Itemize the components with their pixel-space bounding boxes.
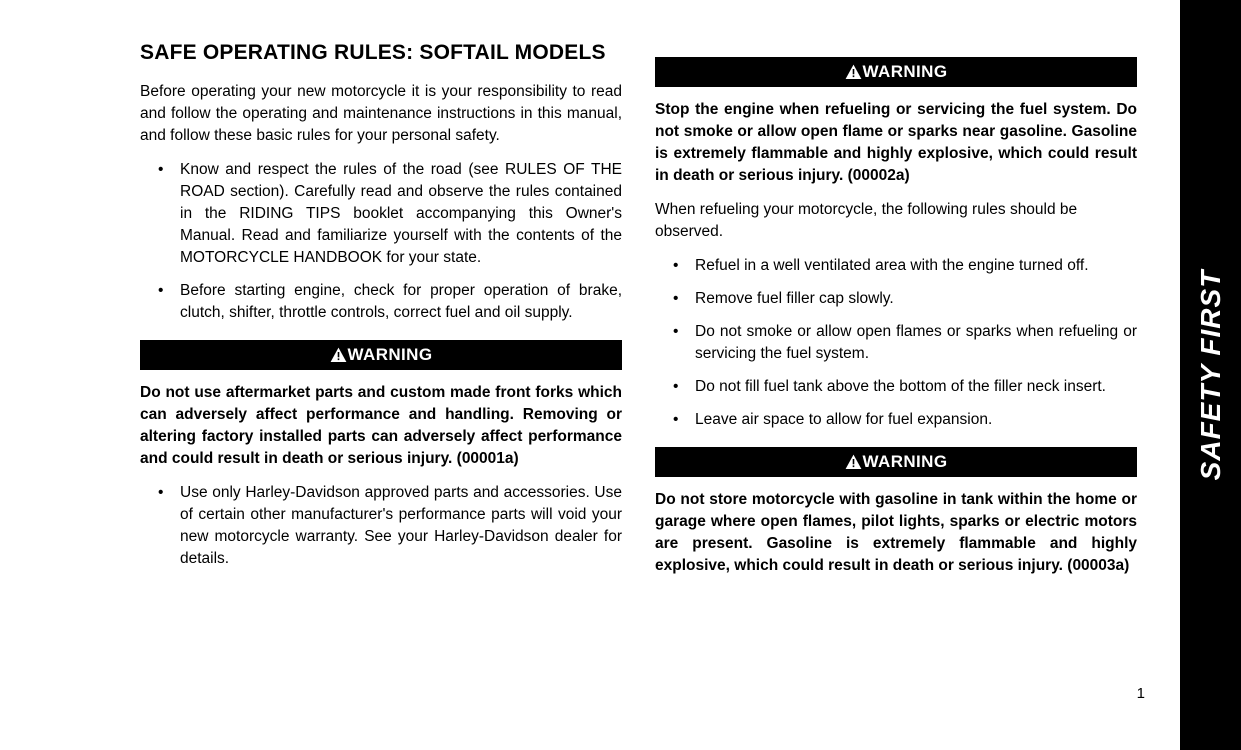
warning-triangle-icon [845,454,862,470]
list-item-text: Before starting engine, check for proper operation of brake, clutch, shifter, throttle controls, correct fuel and oil supply. [180,281,622,321]
bullet-icon: • [673,411,679,428]
list-item-text: Do not smoke or allow open flames or sparks when refueling or servicing the fuel system. [695,323,1137,362]
refueling-rules-list [655,255,1137,431]
bullet-icon: • [673,290,679,307]
warning-label: WARNING [862,452,948,471]
refueling-intro-paragraph: When refueling your motorcycle, the following rules should be observed. [655,201,1078,240]
warning-triangle-icon [845,64,862,80]
list-item [655,409,1137,431]
list-item [140,280,622,324]
warning-paragraph: Do not use aftermarket parts and custom made front forks which can adversely affect performance and handling. Removing or altering factory installed parts can adversely affect performance and could result in death or serious injury. (00001a) [140,383,622,467]
page-number: 1 [1136,685,1145,702]
list-item-text: Remove fuel filler cap slowly. [695,290,894,307]
warning-label: WARNING [347,344,433,364]
list-item-text: Do not fill fuel tank above the bottom of the filler neck insert. [695,378,1106,395]
left-column [140,40,622,582]
warning-paragraph: Stop the engine when refueling or servicing the fuel system. Do not smoke or allow open flame or sparks near gasoline. Gasoline is extremely flammable and highly explosive, which could result in death or serious injury. (00002a) [655,101,1137,184]
list-item [140,482,622,570]
bullet-icon: • [158,160,164,178]
warning-banner [655,447,1137,477]
warning-label: WARNING [862,62,948,81]
bullet-icon: • [673,323,679,340]
bullet-icon: • [158,281,164,299]
intro-paragraph: Before operating your new motorcycle it is your responsibility to read and follow the operating and maintenance instructions in this manual, and follow these basic rules for your personal safety. [140,82,622,144]
list-item [655,255,1137,277]
page-title: SAFE OPERATING RULES: SOFTAIL MODELS [140,41,606,64]
right-column [655,40,1137,589]
list-item-text: Refuel in a well ventilated area with the engine turned off. [695,257,1089,274]
list-item [655,376,1137,398]
safety-rules-list [140,159,622,324]
warning-triangle-icon [330,347,347,363]
approved-parts-list [140,482,622,570]
warning-paragraph: Do not store motorcycle with gasoline in tank within the home or garage where open flames, pilot lights, sparks or electric motors are present. Gasoline is extremely flammable and highly explosive, which could result in death or serious injury. (00003a) [655,491,1137,574]
list-item [655,321,1137,365]
list-item-text: Leave air space to allow for fuel expansion. [695,411,993,428]
list-item-text: Know and respect the rules of the road (see RULES OF THE ROAD section). Carefully read and observe the rules contained in the RIDING TIPS booklet accompanying this Owner's Manual. Read and familiarize yourself with the contents of the MOTORCYCLE HANDBOOK for your state. [180,160,622,266]
list-item-text: Use only Harley-Davidson approved parts and accessories. Use of certain other manufacturer's performance parts will void your new motorcycle warranty. See your Harley-Davidson dealer for details. [180,483,622,567]
bullet-icon: • [158,483,164,501]
warning-banner [140,340,622,370]
bullet-icon: • [673,378,679,395]
section-tab-label: SAFETY FIRST [1194,269,1226,481]
list-item [140,159,622,269]
section-tab [1180,0,1241,750]
warning-banner [655,57,1137,87]
list-item [655,288,1137,310]
bullet-icon: • [673,257,679,274]
